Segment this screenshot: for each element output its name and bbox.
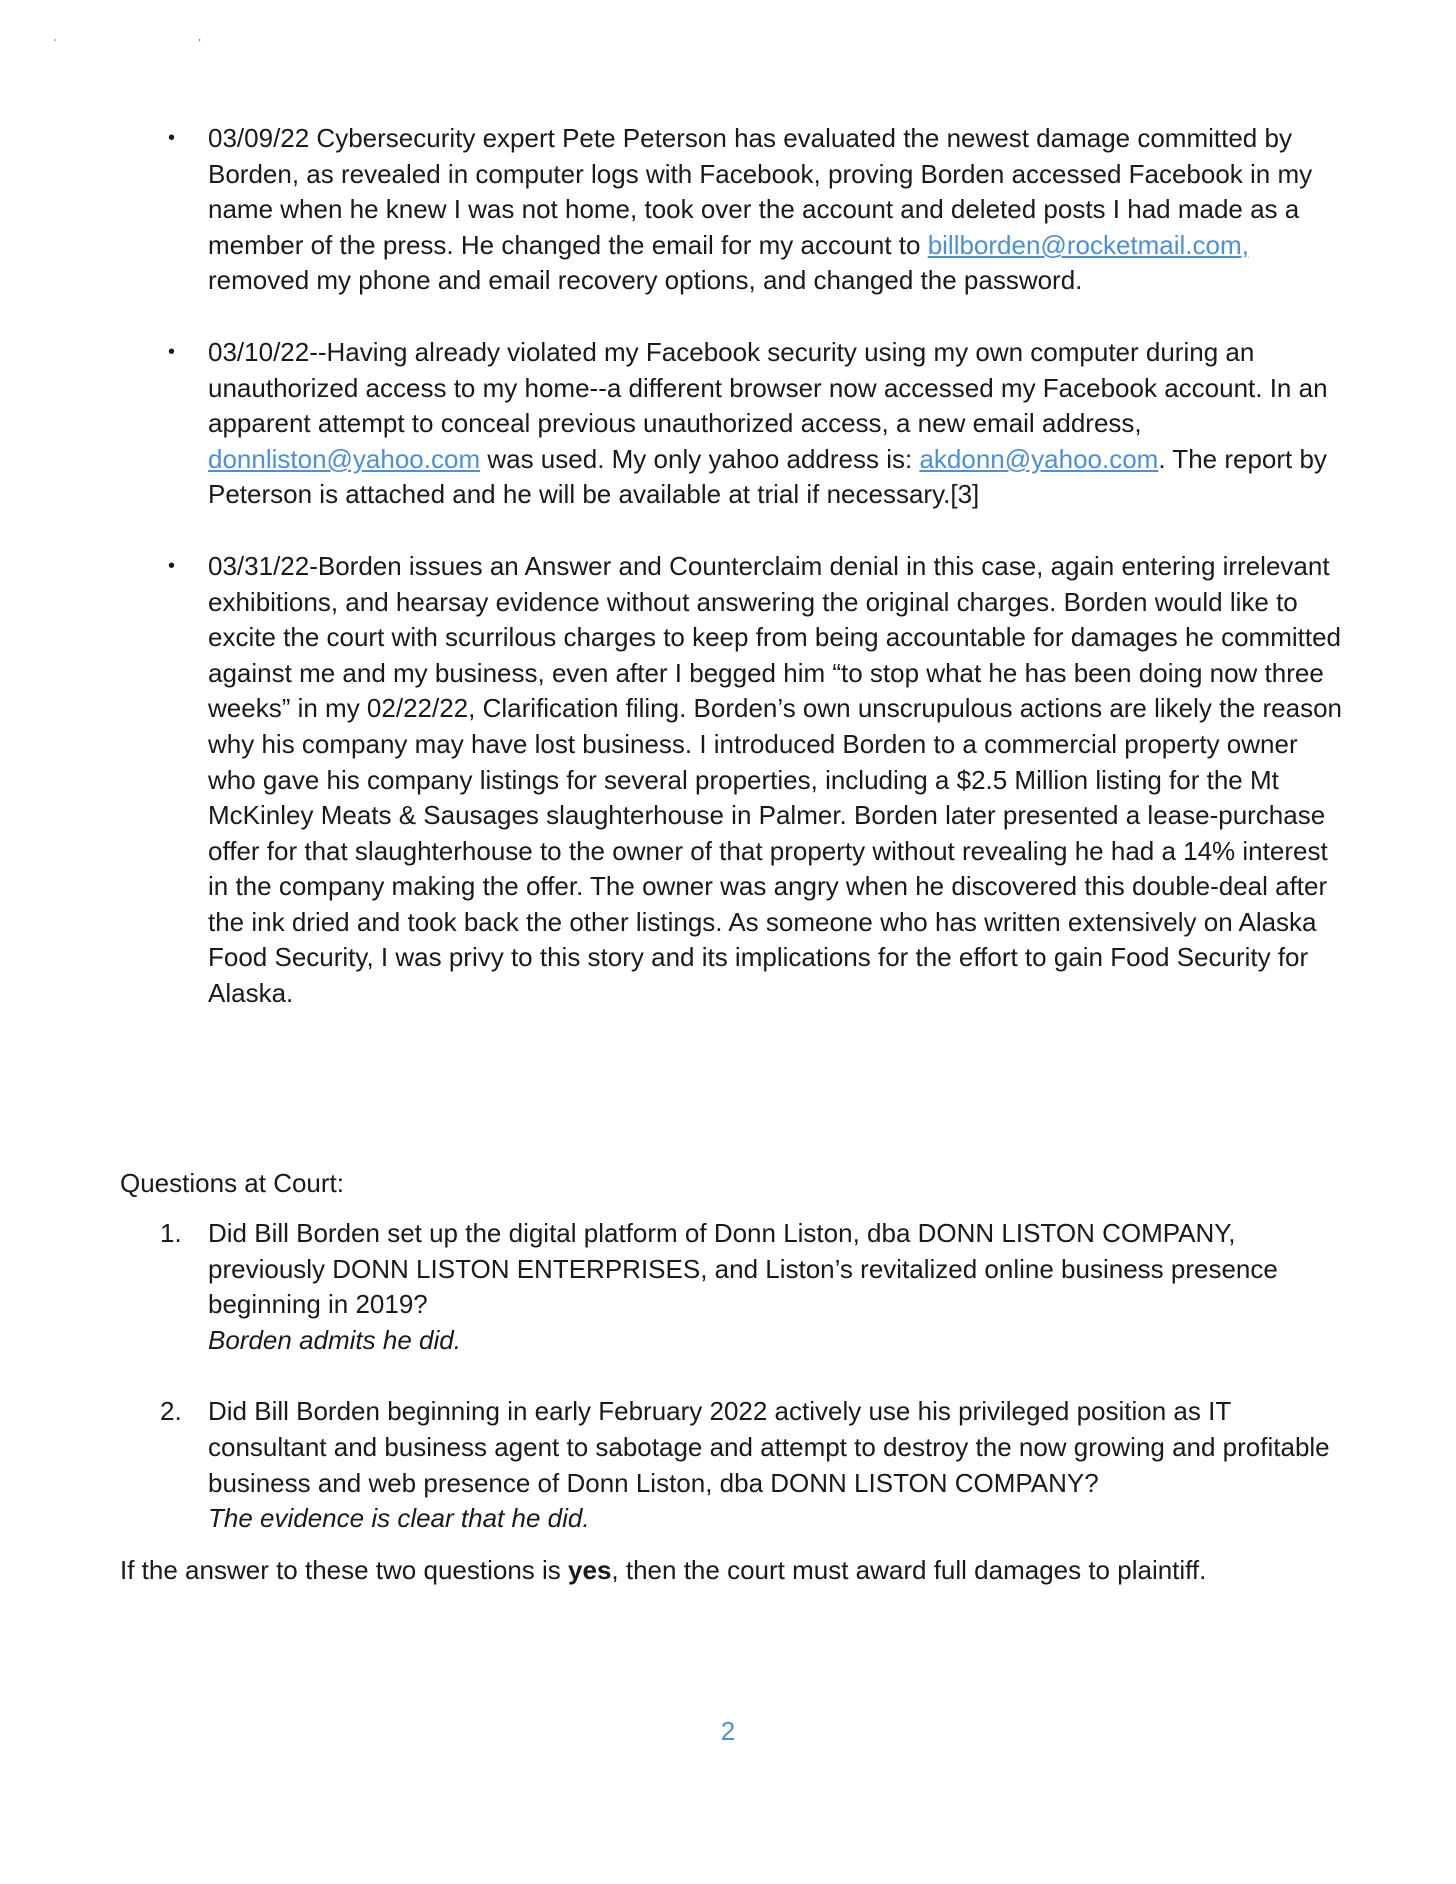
conclusion-paragraph xyxy=(120,1553,1380,1589)
question-item-2 xyxy=(160,1394,1350,1536)
scan-marks: ' ' xyxy=(54,38,271,49)
bullet-dot-icon: • xyxy=(168,340,176,363)
conclusion-text-part: If the answer to these two questions is xyxy=(120,1555,569,1585)
email-link-akdonn[interactable]: akdonn@yahoo.com xyxy=(919,443,1159,474)
question-text: Did Bill Borden set up the digital platform of Donn Liston, dba DONN LISTON COMPANY, previously DONN LISTON ENTERPRISES, and Liston’s revitalized online business presence beginning in 2019? xyxy=(208,1218,1278,1320)
bullet-text: 03/31/22-Borden issues an Answer and Counterclaim denial in this case, again entering irrelevant exhibitions, and hearsay evidence without answering the original charges. Borden would like to excite the court with scurrilous charges to keep from being accountable for damages he committed against me and my business, even after I begged him “to stop what he has been doing now three weeks” in my 02/22/22, Clarification filing. Borden’s own unscrupulous actions are likely the reason why his company may have lost business. I introduced Borden to a commercial property owner who gave his company listings for several properties, including a $2.5 Million listing for the Mt McKinley Meats & Sausages slaughterhouse in Palmer. Borden later presented a lease-purchase offer for that slaughterhouse to the owner of that property without revealing he had a 14% interest in the company making the offer. The owner was angry when he discovered this double-deal after the ink dried and took back the other listings. As someone who has written extensively on Alaska Food Security, I was privy to this story and its implications for the effort to gain Food Security for Alaska. xyxy=(208,550,1342,1009)
conclusion-emphasis: yes xyxy=(568,1555,612,1585)
question-answer: Borden admits he did. xyxy=(208,1324,461,1355)
bullet-dot-icon: • xyxy=(168,554,176,577)
question-text: Did Bill Borden beginning in early February 2022 actively use his privileged position as IT consultant and business agent to sabotage and attempt to destroy the now growing and profitable business and web presence of Donn Liston, dba DONN LISTON COMPANY? xyxy=(208,1396,1330,1498)
bullet-item-0309 xyxy=(168,121,1348,299)
email-link-donnliston[interactable]: donnliston@yahoo.com xyxy=(208,443,481,474)
question-answer: The evidence is clear that he did. xyxy=(208,1503,590,1534)
bullet-dot-icon: • xyxy=(168,127,176,149)
questions-heading: Questions at Court: xyxy=(120,1168,344,1198)
bullet-text xyxy=(208,335,1348,513)
bullet-item-0310 xyxy=(168,335,1348,513)
bullet-text-part: . The report by Peterson is attached and he will be available at trial if necessary.[3] xyxy=(208,443,1327,510)
bullet-text-part: 03/10/22--Having already violated my Facebook security using my own computer during an unauthorized access to my home--a different browser now accessed my Facebook account. In an apparent attempt to conceal previous unauthorized access, a new email address, xyxy=(208,336,1328,439)
question-item-1 xyxy=(160,1216,1350,1358)
bullet-text xyxy=(208,121,1348,299)
questions-list xyxy=(160,1216,1350,1573)
conclusion-text-part: , then the court must award full damages to plaintiff. xyxy=(611,1555,1207,1585)
question-number: 2. xyxy=(160,1396,182,1427)
bullet-text-part: removed my phone and email recovery options, and changed the password. xyxy=(208,265,1083,296)
bullet-item-0331 xyxy=(168,549,1348,1012)
page-number: 2 xyxy=(720,1716,736,1746)
bullet-text-part: 03/09/22 Cybersecurity expert Pete Peterson has evaluated the newest damage committed by Borden, as revealed in computer logs with Facebook, proving Borden accessed Facebook in my name when he knew I was not home, took over the account and deleted posts I had made as a member of the press. He changed the email for my account to xyxy=(208,123,1313,260)
question-number: 1. xyxy=(160,1218,182,1248)
email-link-billborden[interactable]: billborden@rocketmail.com, xyxy=(927,229,1249,260)
bullet-list xyxy=(168,121,1348,1048)
bullet-text-part: was used. My only yahoo address is: xyxy=(480,443,920,474)
